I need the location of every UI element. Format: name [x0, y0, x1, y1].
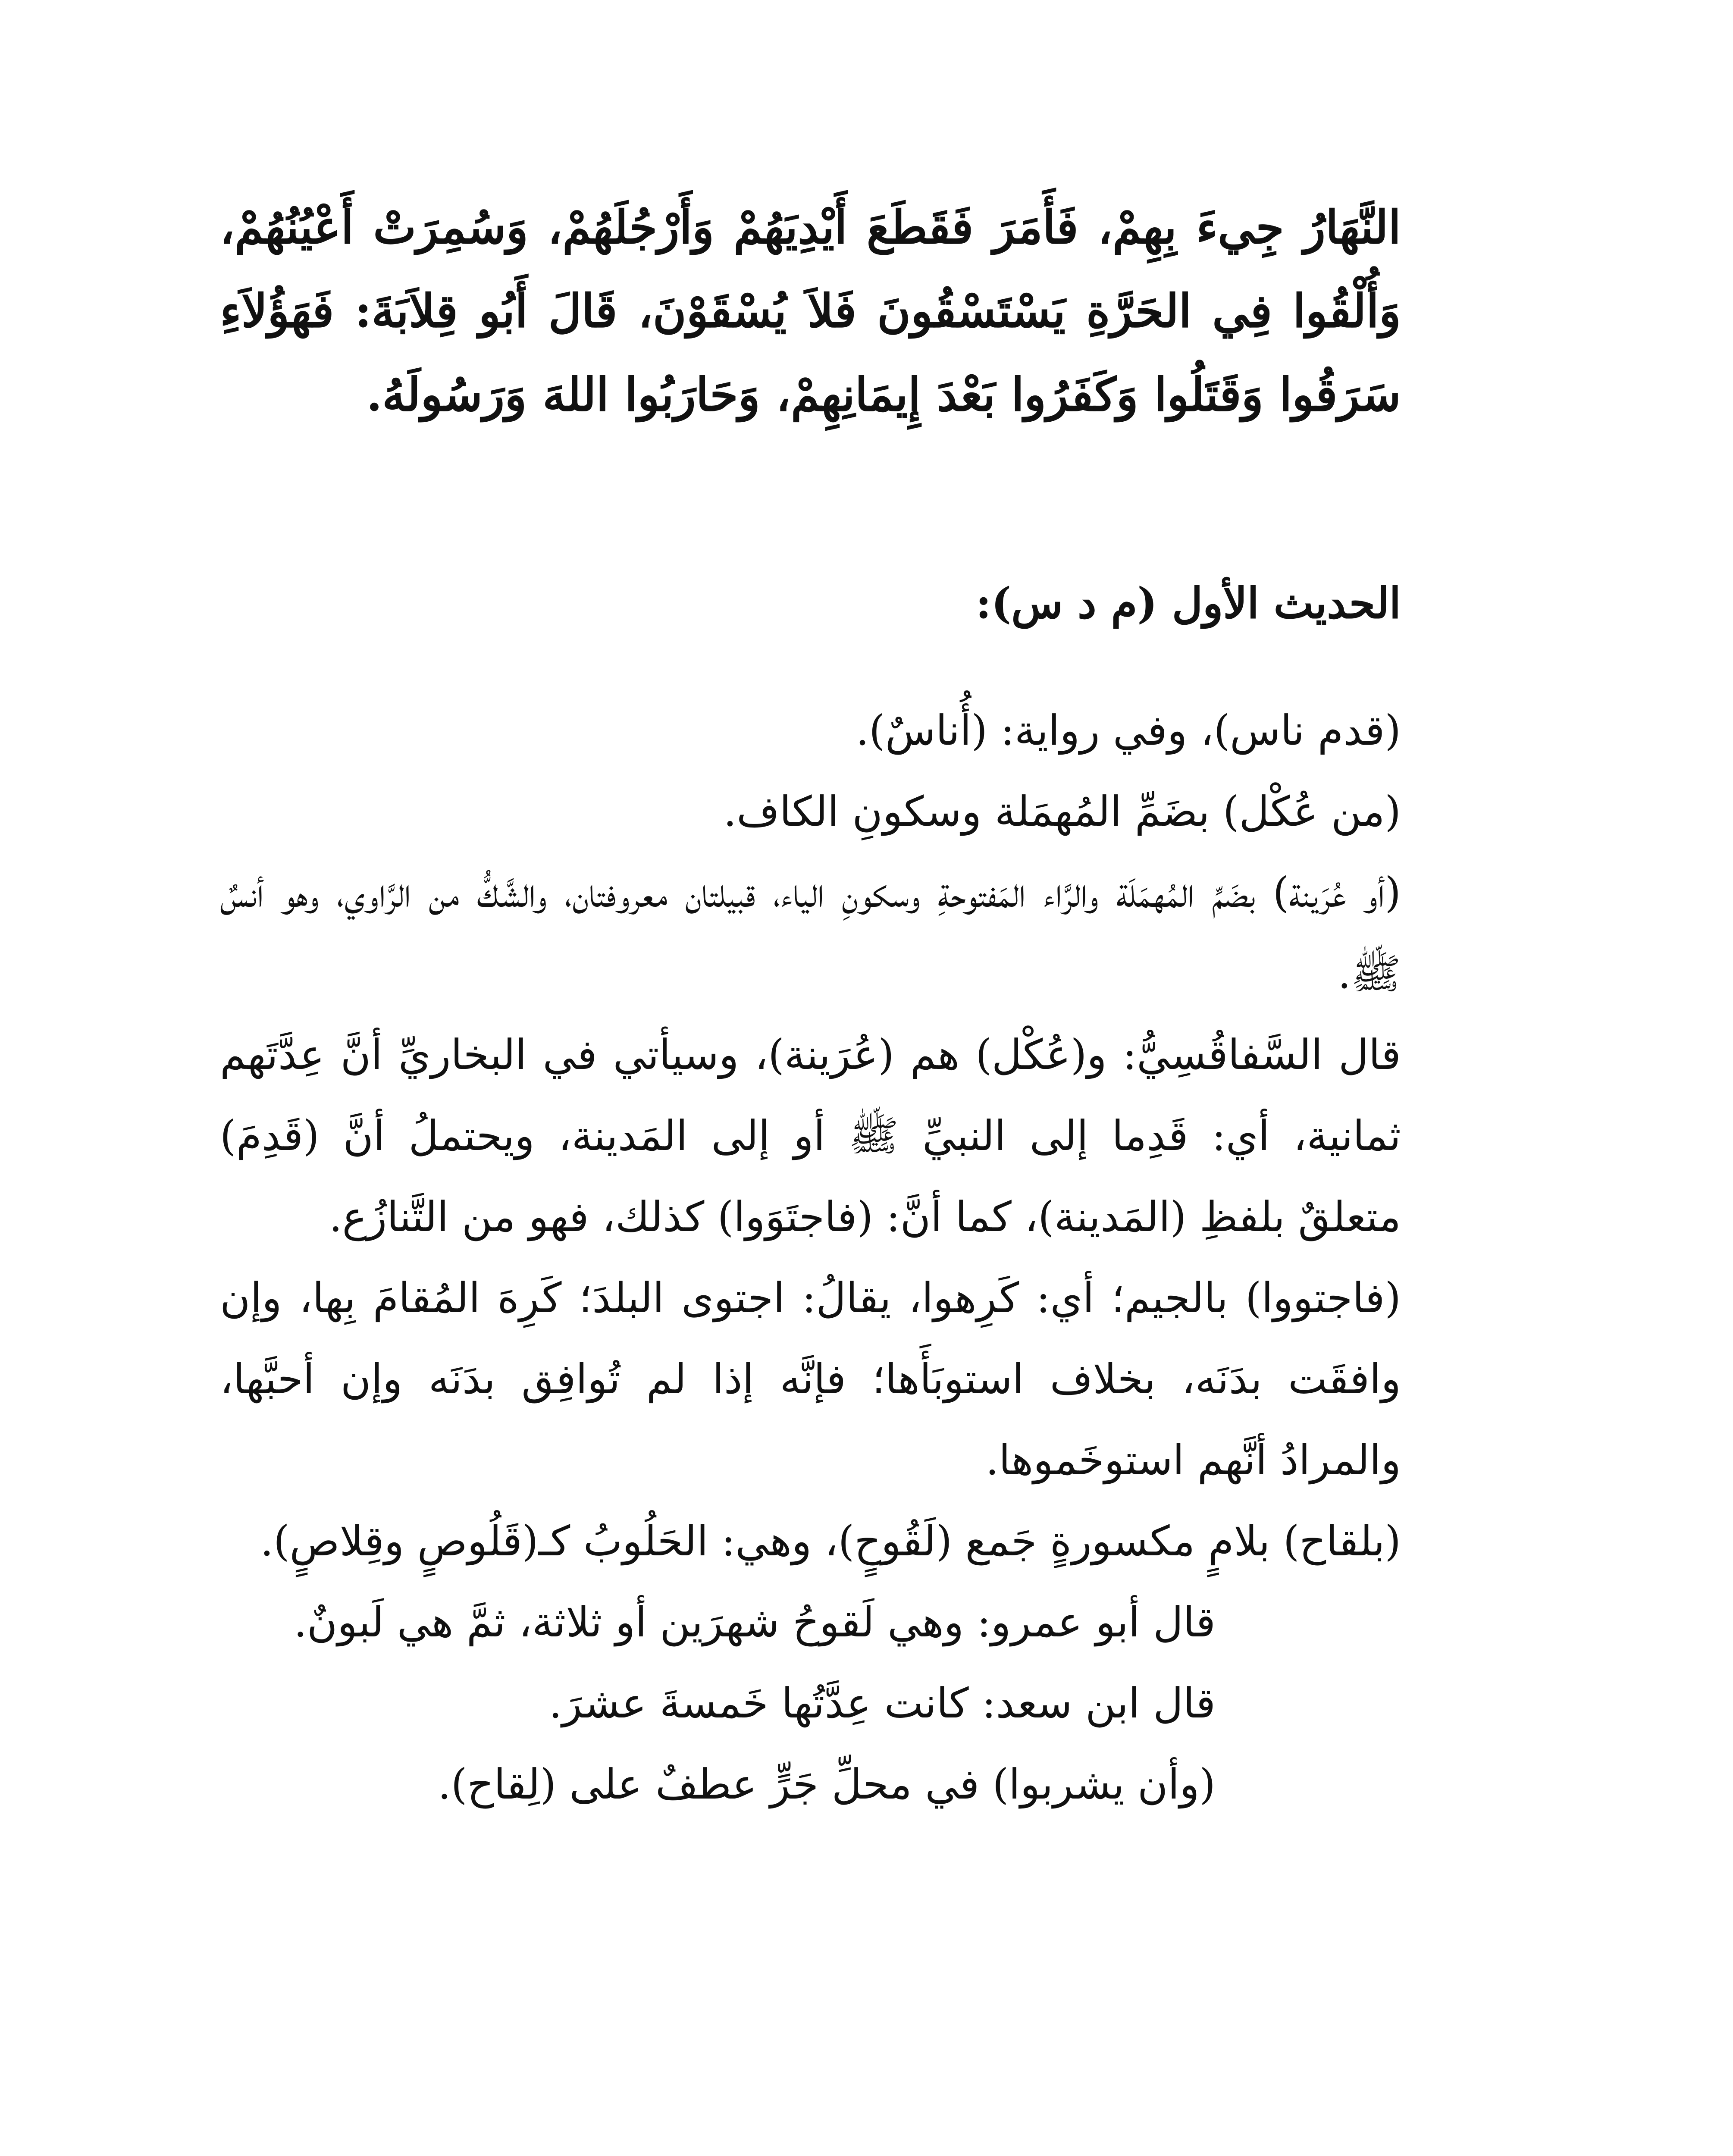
commentary-body: [220, 690, 1401, 1825]
inset-paragraph: قال ابن سعد: كانت عِدَّتُها خَمسةَ عشرَ.: [548, 1679, 1216, 1727]
commentary-paragraph: (من عُكْل) بضَمِّ المُهمَلة وسكونِ الكاف.: [723, 787, 1401, 836]
commentary-paragraph: قال السَّفاقُسِيُّ: و(عُكْل) هم (عُرَينة)، وسيأتي في البخاريِّ أنَّ عِدَّتَهم ثمانية، أي: قَدِما إلى النبيِّ ﷺ أو إلى المَدينة، ويحتملُ أنَّ (قَدِمَ) متعلقٌ بلفظِ (المَدينة)، كما أنَّ: (فاجتَوَوا) كذلك، فهو من التَّنازُع.: [220, 1031, 1401, 1241]
section-heading: [220, 569, 1401, 638]
commentary-paragraph: (أو عُرَينة) بضَمِّ المُهمَلَة والرَّاء المَفتوحةِ وسكونِ الياء، قبيلتان معروفتان، والشَّكُّ من الرَّاوي، وهو أنسٌ ﷺ.: [220, 868, 1401, 998]
inset-paragraph: (وأن يشربوا) في محلِّ جَرٍّ عطفٌ على (لِقاح).: [438, 1760, 1216, 1808]
commentary-paragraph: (بلقاح) بلامٍ مكسورةٍ جَمع (لَقُوحٍ)، وهي: الحَلُوبُ كـ(قَلُوصٍ وقِلاصٍ).: [260, 1517, 1401, 1565]
hadith-text: [220, 185, 1401, 436]
hadith-heading: الحديث الأول (م د س):: [975, 579, 1401, 628]
commentary-paragraph: (فاجتووا) بالجيم؛ أي: كَرِهوا، يقالُ: اجتوى البلدَ؛ كَرِهَ المُقامَ بِها، وإن وافقَت بدَنَه، بخلاف استوبَأَها؛ فإنَّه إذا لم تُوافِق بدَنَه وإن أحبَّها، والمرادُ أنَّهم استوخَموها.: [220, 1274, 1401, 1484]
inset-paragraph: قال أبو عمرو: وهي لَقوحُ شهرَين أو ثلاثة، ثمَّ هي لَبونٌ.: [294, 1598, 1216, 1646]
commentary-paragraph: (قدم ناس)، وفي رواية: (أُناسٌ).: [856, 706, 1401, 755]
hadith-paragraph: النَّهَارُ جِيءَ بِهِمْ، فَأَمَرَ فَقَطَعَ أَيْدِيَهُمْ وَأَرْجُلَهُمْ، وَسُمِرَتْ أَعْيُنُهُمْ، وَأُلْقُوا فِي الحَرَّةِ يَسْتَسْقُونَ فَلاَ يُسْقَوْنَ، قَالَ أَبُو قِلاَبَةَ: فَهَؤُلاَءِ سَرَقُوا وَقَتَلُوا وَكَفَرُوا بَعْدَ إِيمَانِهِمْ، وَحَارَبُوا اللهَ وَرَسُولَهُ.: [220, 200, 1401, 421]
